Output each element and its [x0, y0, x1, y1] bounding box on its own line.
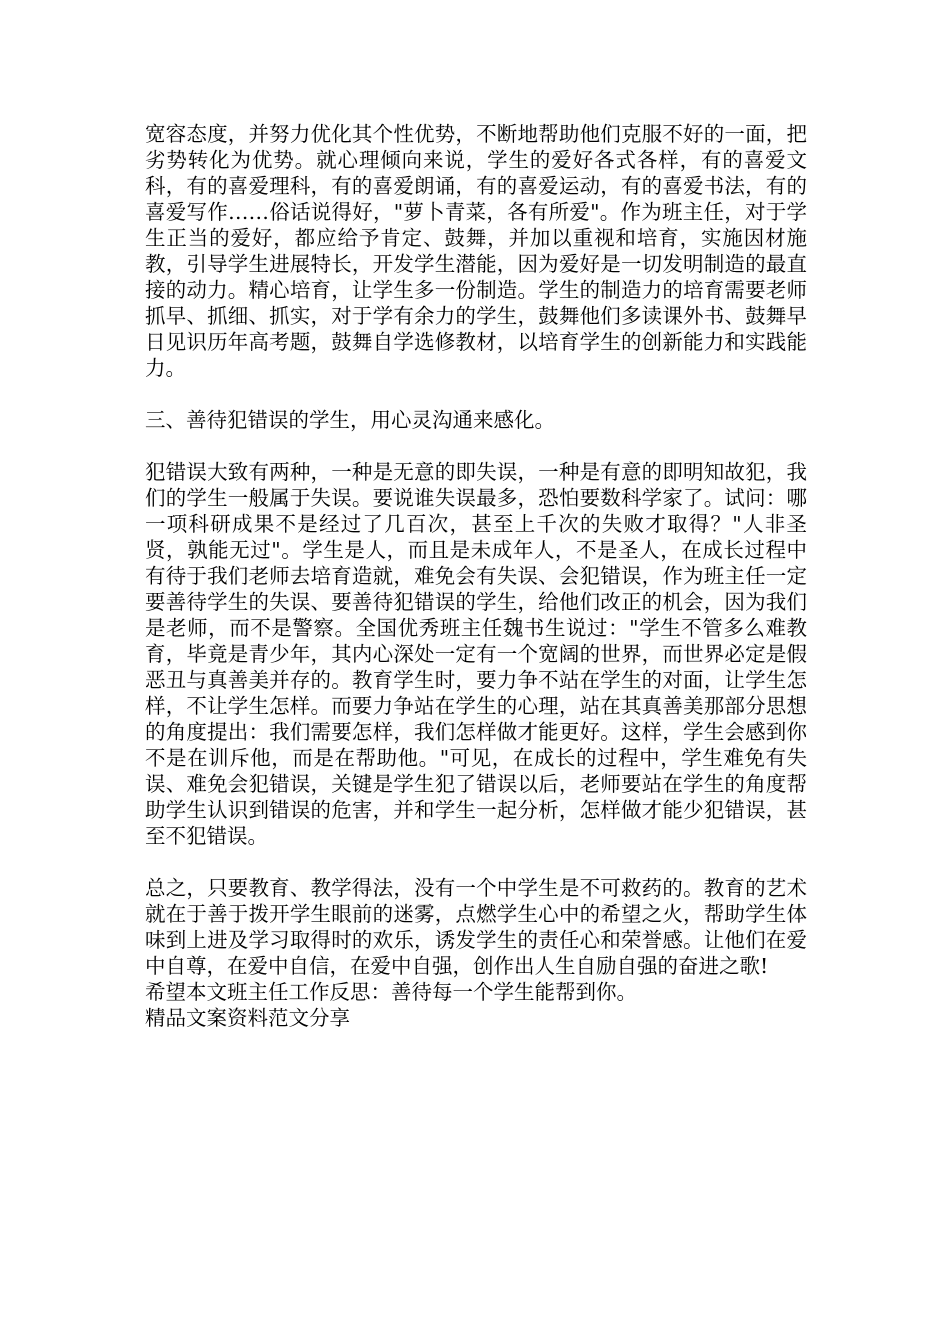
- paragraph-spacer: [145, 381, 807, 407]
- document-page: [145, 121, 807, 1031]
- paragraph-spacer: [145, 433, 807, 459]
- closing-line: 希望本文班主任工作反思：善待每一个学生能帮到你。: [145, 980, 637, 1004]
- body-paragraph: 犯错误大致有两种，一种是无意的即失误，一种是有意的即明知故犯，我们的学生一般属于失误。要说谁失误最多，恐怕要数科学家了。试问：哪一项科研成果不是经过了几百次，甚至上千次的失败才取得？"人非圣贤，孰能无过"。学生是人，而且是未成年人，不是圣人，在成长过程中有待于我们老师去培育造就，难免会有失误、会犯错误，作为班主任一定要善待学生的失误、要善待犯错误的学生，给他们改正的机会，因为我们是老师，而不是警察。全国优秀班主任魏书生说过："学生不管多么难教育，毕竟是青少年，其内心深处一定有一个宽阔的世界，而世界必定是假恶丑与真善美并存的。教育学生时，要力争不站在学生的对面，让学生怎样，不让学生怎样。而要力争站在学生的心理，站在其真善美那部分思想的角度提出：我们需要怎样，我们怎样做才能更好。这样，学生会感到你不是在训斥他，而是在帮助他。"可见，在成长的过程中，学生难免有失误、难免会犯错误，关键是学生犯了错误以后，老师要站在学生的角度帮助学生认识到错误的危害，并和学生一起分析，怎样做才能少犯错误，甚至不犯错误。: [145, 460, 807, 848]
- paragraph-spacer: [145, 849, 807, 875]
- footer-line: 精品文案资料范文分享: [145, 1006, 350, 1030]
- body-paragraph: 宽容态度，并努力优化其个性优势，不断地帮助他们克服不好的一面，把劣势转化为优势。就心理倾向来说，学生的爱好各式各样，有的喜爱文科，有的喜爱理科，有的喜爱朗诵，有的喜爱运动，有的喜爱书法，有的喜爱写作……俗话说得好，"萝卜青菜，各有所爱"。作为班主任，对于学生正当的爱好，都应给予肯定、鼓舞，并加以重视和培育，实施因材施教，引导学生进展特长，开发学生潜能，因为爱好是一切发明制造的最直接的动力。精心培育，让学生多一份制造。学生的制造力的培育需要老师抓早、抓细、抓实，对于学有余力的学生，鼓舞他们多读课外书、鼓舞早日见识历年高考题，鼓舞自学选修教材，以培育学生的创新能力和实践能力。: [145, 122, 807, 380]
- body-paragraph: 总之，只要教育、教学得法，没有一个中学生是不可救药的。教育的艺术就在于善于拨开学生眼前的迷雾，点燃学生心中的希望之火，帮助学生体味到上进及学习取得时的欢乐，诱发学生的责任心和荣誉感。让他们在爱中自尊，在爱中自信，在爱中自强，创作出人生自励自强的奋进之歌!: [145, 876, 807, 978]
- section-heading: 三、善待犯错误的学生，用心灵沟通来感化。: [145, 408, 555, 432]
